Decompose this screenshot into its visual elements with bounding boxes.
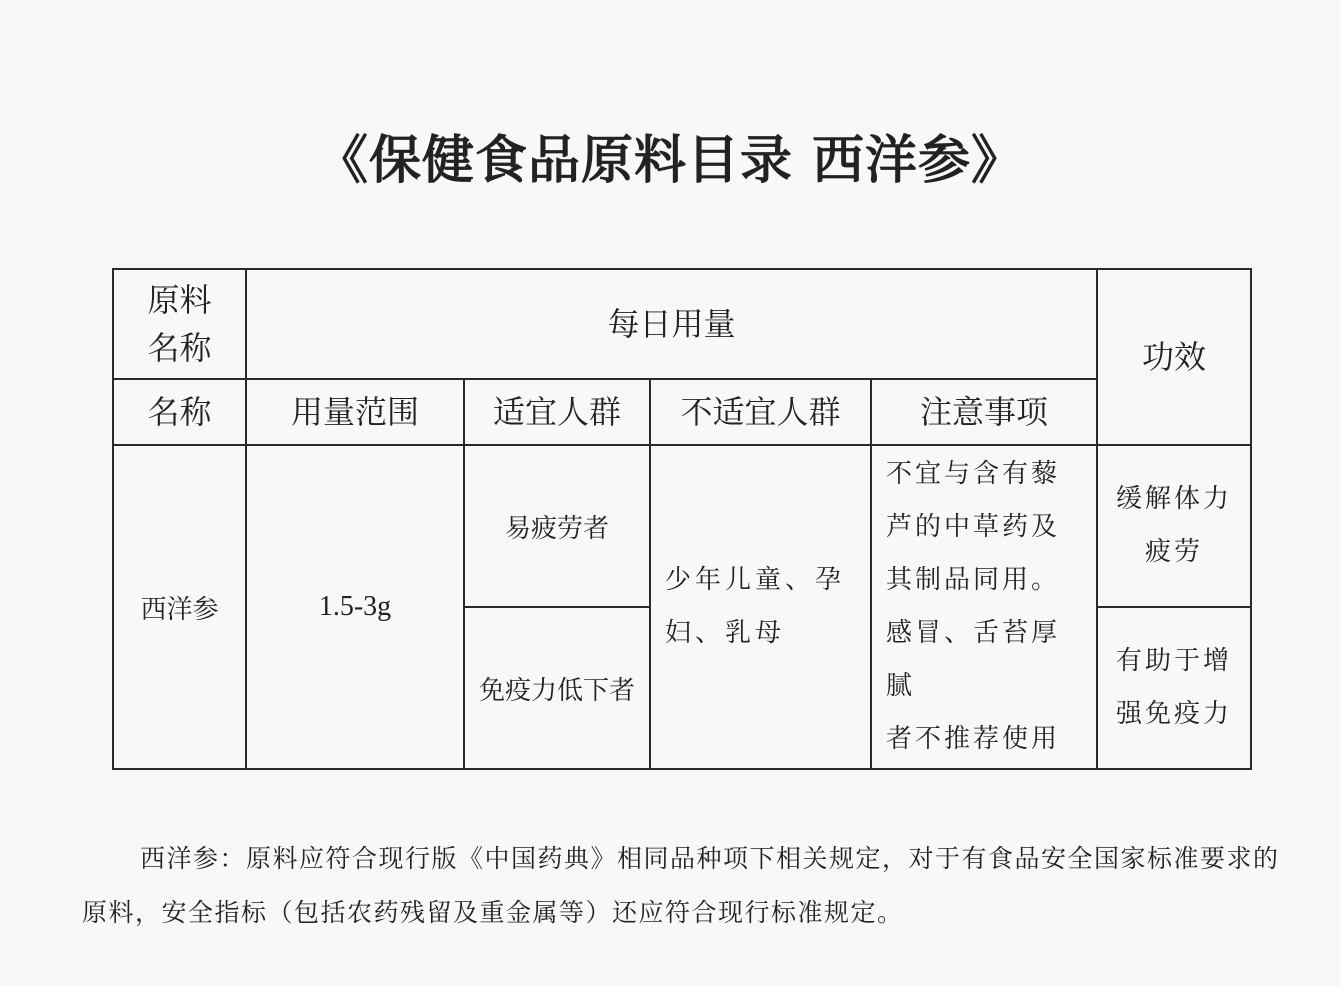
cell-efficacy-2 — [1097, 607, 1251, 769]
cell-material: 西洋参 — [113, 445, 246, 769]
efficacy-2-line-1: 有助于增 — [1116, 646, 1233, 676]
header-precautions: 注意事项 — [871, 379, 1097, 445]
precautions-line-4: 感冒、舌苔厚腻 — [886, 618, 1061, 701]
header-efficacy: 功效 — [1097, 269, 1251, 445]
precautions-line-3: 其制品同用。 — [886, 565, 1061, 595]
header-material-name-line-1: 原料 — [147, 281, 212, 319]
cell-unsuitable — [650, 445, 871, 769]
header-suitable-population: 适宜人群 — [464, 379, 650, 445]
table-header-row-1 — [113, 269, 1251, 379]
cell-suitable-1: 易疲劳者 — [464, 445, 650, 607]
table-header-row-2 — [113, 379, 1251, 445]
precautions-line-1: 不宜与含有藜 — [886, 459, 1061, 489]
table-row — [113, 445, 1251, 607]
cell-efficacy-1 — [1097, 445, 1251, 607]
header-dosage-range: 用量范围 — [246, 379, 464, 445]
header-unsuitable-population: 不适宜人群 — [650, 379, 871, 445]
efficacy-1-line-1: 缓解体力 — [1116, 484, 1233, 514]
header-daily-dosage: 每日用量 — [246, 269, 1097, 379]
unsuitable-line-1: 少年儿童、孕 — [665, 565, 846, 595]
ingredient-catalog-table — [112, 268, 1252, 770]
cell-dosage: 1.5-3g — [246, 445, 464, 769]
header-material-name: 名称 — [113, 379, 246, 445]
cell-precautions — [871, 445, 1097, 769]
unsuitable-line-2: 妇、乳母 — [665, 618, 786, 648]
efficacy-2-line-2: 强免疫力 — [1116, 699, 1233, 729]
cell-suitable-2: 免疫力低下者 — [464, 607, 650, 769]
document-title: 《保健食品原料目录 西洋参》 — [315, 130, 1025, 191]
header-material-name-line-2: 名称 — [147, 329, 212, 367]
precautions-line-5: 者不推荐使用 — [886, 724, 1061, 754]
efficacy-1-line-2: 疲劳 — [1145, 537, 1204, 567]
header-material-name-top — [113, 269, 246, 379]
footnote: 西洋参：原料应符合现行版《中国药典》相同品种项下相关规定，对于有食品安全国家标准要求的原料，安全指标（包括农药残留及重金属等）还应符合现行标准规定。 — [82, 844, 1280, 927]
precautions-line-2: 芦的中草药及 — [886, 512, 1061, 542]
